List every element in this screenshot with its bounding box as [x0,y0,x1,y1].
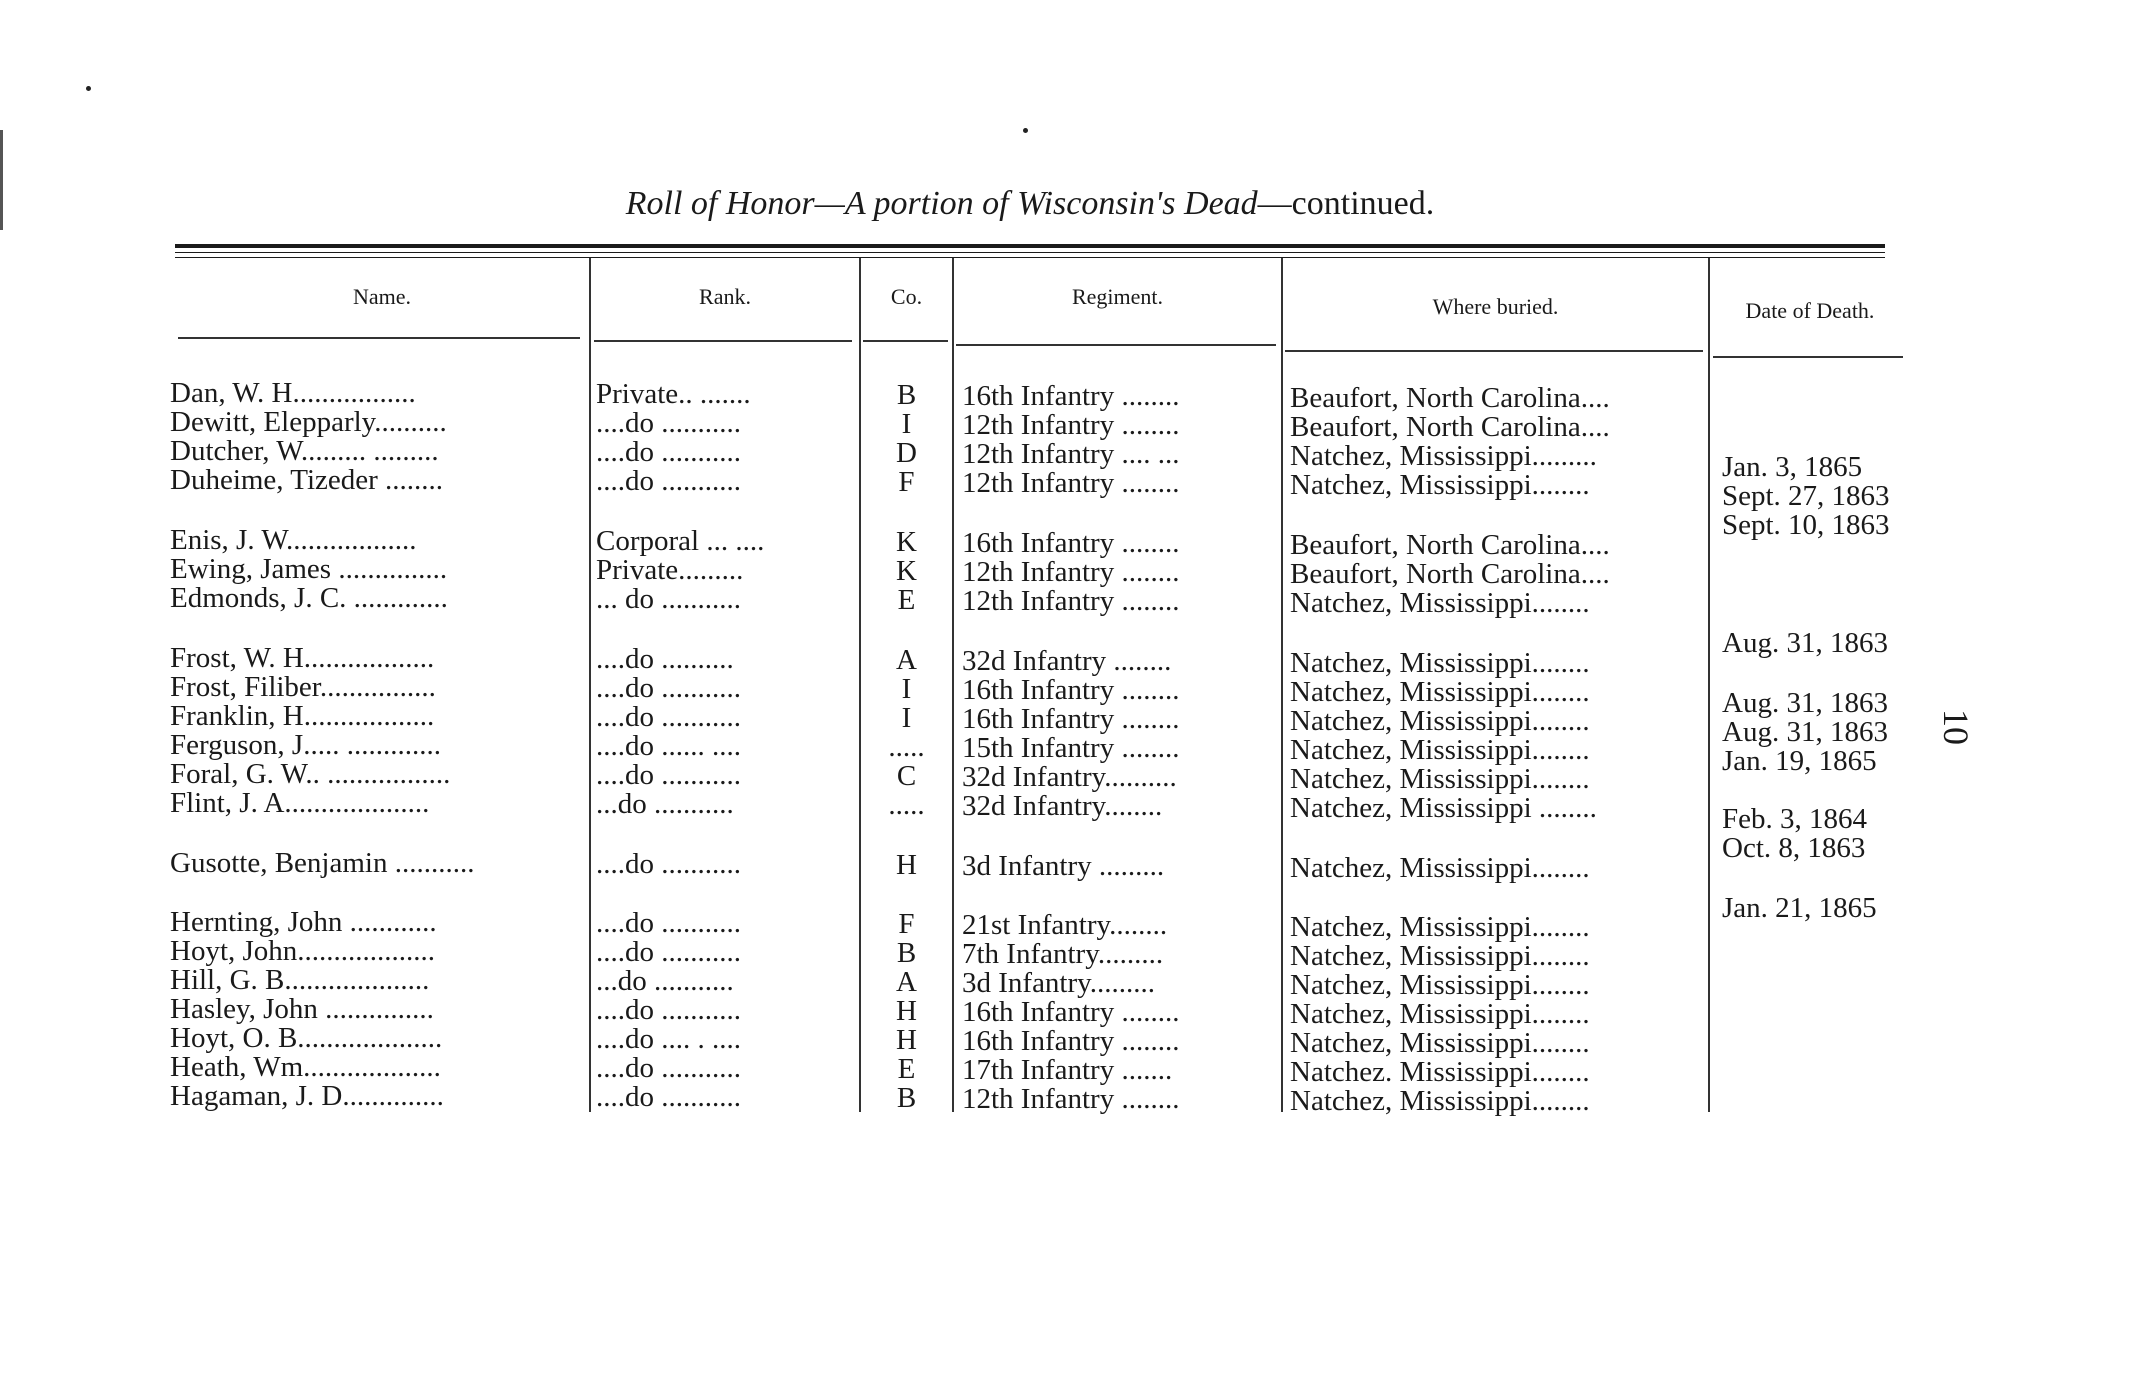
cell-date: Jan. 21, 1865 [1722,894,1877,923]
speck-top-center [1023,128,1028,133]
cell-regiment: 12th Infantry ........ [962,1085,1180,1114]
cell-rank: Private......... [596,556,744,585]
cell-rank: ....do ........... [596,938,741,967]
cell-co: K [896,528,917,557]
cell-date: Jan. 3, 1865 [1722,453,1863,482]
title-main: Roll of Honor—A portion of Wisconsin's Dead [625,185,1258,222]
cell-name: Ferguson, J..... ............. [170,731,441,760]
cell-regiment: 12th Infantry .... ... [962,440,1180,469]
header-co: Co. [890,284,923,309]
cell-name: Frost, Filiber................ [170,673,436,702]
cell-rank: ....do ........... [596,438,741,467]
cell-name: Hoyt, O. B.................... [170,1024,443,1053]
cell-co: B [896,1084,917,1113]
cell-name: Heath, Wm................... [170,1053,441,1082]
cell-buried: Natchez, Mississippi........ [1290,736,1590,765]
cell-name: Edmonds, J. C. ............. [170,584,448,613]
cell-regiment: 7th Infantry......... [962,940,1164,969]
cell-regiment: 16th Infantry ........ [962,529,1180,558]
cell-co: D [896,439,917,468]
header-where-buried: Where buried. [1432,294,1559,319]
cell-buried: Beaufort, North Carolina.... [1290,413,1610,442]
cell-co: B [896,939,917,968]
cell-regiment: 16th Infantry ........ [962,382,1180,411]
cell-buried: Natchez, Mississippi........ [1290,854,1590,883]
cell-co: ..... [888,791,925,820]
cell-date: Aug. 31, 1863 [1722,689,1888,718]
cell-rank: ...do ........... [596,790,734,819]
cell-co: H [896,997,917,1026]
cell-buried: Natchez, Mississippi........ [1290,913,1590,942]
cell-date: Oct. 8, 1863 [1722,834,1866,863]
cell-name: Dan, W. H................. [170,379,416,408]
cell-rank: ....do ........... [596,1083,741,1112]
cell-name: Duheime, Tizeder ........ [170,466,444,495]
cell-rank: ....do ........... [596,909,741,938]
cell-name: Enis, J. W.................. [170,526,417,555]
cell-regiment: 12th Infantry ........ [962,411,1180,440]
cell-buried: Natchez, Mississippi........ [1290,765,1590,794]
cell-regiment: 12th Infantry ........ [962,587,1180,616]
cell-buried: Beaufort, North Carolina.... [1290,560,1610,589]
cell-name: Foral, G. W.. ................. [170,760,451,789]
cell-name: Hagaman, J. D.............. [170,1082,444,1111]
col-divider-5 [1708,258,1710,1112]
cell-date: Jan. 19, 1865 [1722,747,1877,776]
cell-co: E [897,586,916,615]
header-rule-buried [1285,350,1703,352]
cell-buried: Beaufort, North Carolina.... [1290,384,1610,413]
cell-regiment: 16th Infantry ........ [962,998,1180,1027]
cell-buried: Natchez, Mississippi........ [1290,1029,1590,1058]
cell-buried: Natchez, Mississippi........ [1290,1087,1590,1116]
cell-co: A [896,968,917,997]
cell-regiment: 32d Infantry ........ [962,647,1172,676]
cell-regiment: 3d Infantry ......... [962,852,1165,881]
top-rule-thin [175,252,1885,253]
cell-date: Aug. 31, 1863 [1722,629,1888,658]
header-rank: Rank. [699,284,751,309]
cell-regiment: 16th Infantry ........ [962,1027,1180,1056]
cell-buried: Natchez, Mississippi........ [1290,471,1590,500]
cell-name: Ewing, James ............... [170,555,448,584]
cell-buried: Natchez, Mississippi........ [1290,678,1590,707]
cell-name: Hoyt, John................... [170,937,436,966]
cell-name: Gusotte, Benjamin ........... [170,849,475,878]
col-divider-1 [589,258,591,1112]
cell-co: H [896,851,917,880]
cell-co: F [898,910,915,939]
cell-buried: Natchez, Mississippi........ [1290,1000,1590,1029]
cell-regiment: 21st Infantry........ [962,911,1168,940]
header-rule-name [178,337,580,339]
cell-name: Hasley, John ............... [170,995,434,1024]
speck-top-left [86,86,91,91]
cell-regiment: 12th Infantry ........ [962,558,1180,587]
cell-co: K [896,557,917,586]
cell-rank: ....do ........... [596,1054,741,1083]
cell-name: Dewitt, Elepparly.......... [170,408,447,437]
cell-name: Flint, J. A.................... [170,789,430,818]
cell-buried: Natchez, Mississippi........ [1290,649,1590,678]
title-suffix: —continued. [1257,185,1435,222]
cell-rank: Corporal ... .... [596,527,765,556]
cell-co: I [901,410,912,439]
cell-rank: ....do ...... .... [596,732,741,761]
header-rule-date [1713,356,1903,358]
header-rule-rank [594,340,852,342]
cell-co: H [896,1026,917,1055]
cell-co: B [896,381,917,410]
cell-co: F [898,468,915,497]
cell-co: I [901,675,912,704]
cell-regiment: 12th Infantry ........ [962,469,1180,498]
cell-co: C [896,762,917,791]
cell-date: Sept. 27, 1863 [1722,482,1890,511]
cell-regiment: 16th Infantry ........ [962,676,1180,705]
cell-date: Sept. 10, 1863 [1722,511,1890,540]
cell-buried: Natchez, Mississippi ........ [1290,794,1597,823]
top-rule-thin-2 [175,257,1885,258]
cell-rank: Private.. ....... [596,380,751,409]
cell-rank: ....do ........... [596,674,741,703]
cell-date: Aug. 31, 1863 [1722,718,1888,747]
cell-buried: Natchez, Mississippi........ [1290,942,1590,971]
page-number: 10 [1936,709,1976,745]
header-name: Name. [352,284,412,309]
header-date-of-death: Date of Death. [1745,298,1875,323]
top-rule-thick [175,244,1885,248]
header-rule-regiment [956,344,1276,346]
cell-regiment: 15th Infantry ........ [962,734,1180,763]
cell-buried: Natchez, Mississippi........ [1290,707,1590,736]
cell-rank: ....do ........... [596,761,741,790]
cell-rank: ....do .... . .... [596,1025,741,1054]
cell-name: Franklin, H.................. [170,702,435,731]
cell-buried: Natchez. Mississippi........ [1290,1058,1590,1087]
cell-name: Dutcher, W......... ......... [170,437,439,466]
cell-date: Feb. 3, 1864 [1722,805,1867,834]
cell-co: E [897,1055,916,1084]
header-rule-co [863,340,948,342]
cell-name: Hernting, John ............ [170,908,437,937]
cell-rank: ... do ........... [596,585,741,614]
cell-co: ..... [888,733,925,762]
cell-regiment: 3d Infantry......... [962,969,1156,998]
cell-rank: ....do ........... [596,850,741,879]
cell-regiment: 17th Infantry ....... [962,1056,1173,1085]
header-regiment: Regiment. [1071,284,1164,309]
cell-buried: Natchez, Mississippi........ [1290,589,1590,618]
page-title [0,185,2060,223]
cell-rank: ....do ........... [596,409,741,438]
cell-buried: Beaufort, North Carolina.... [1290,531,1610,560]
cell-rank: ....do ........... [596,703,741,732]
cell-co: A [896,646,917,675]
col-divider-3 [952,258,954,1112]
cell-regiment: 32d Infantry.......... [962,763,1177,792]
cell-regiment: 32d Infantry........ [962,792,1163,821]
cell-name: Hill, G. B.................... [170,966,430,995]
cell-rank: ....do ........... [596,996,741,1025]
cell-co: I [901,704,912,733]
cell-buried: Natchez, Mississippi........ [1290,971,1590,1000]
col-divider-4 [1281,258,1283,1112]
cell-rank: ....do ........... [596,467,741,496]
cell-buried: Natchez, Mississippi......... [1290,442,1597,471]
cell-name: Frost, W. H.................. [170,644,435,673]
cell-regiment: 16th Infantry ........ [962,705,1180,734]
cell-rank: ....do .......... [596,645,734,674]
cell-rank: ...do ........... [596,967,734,996]
